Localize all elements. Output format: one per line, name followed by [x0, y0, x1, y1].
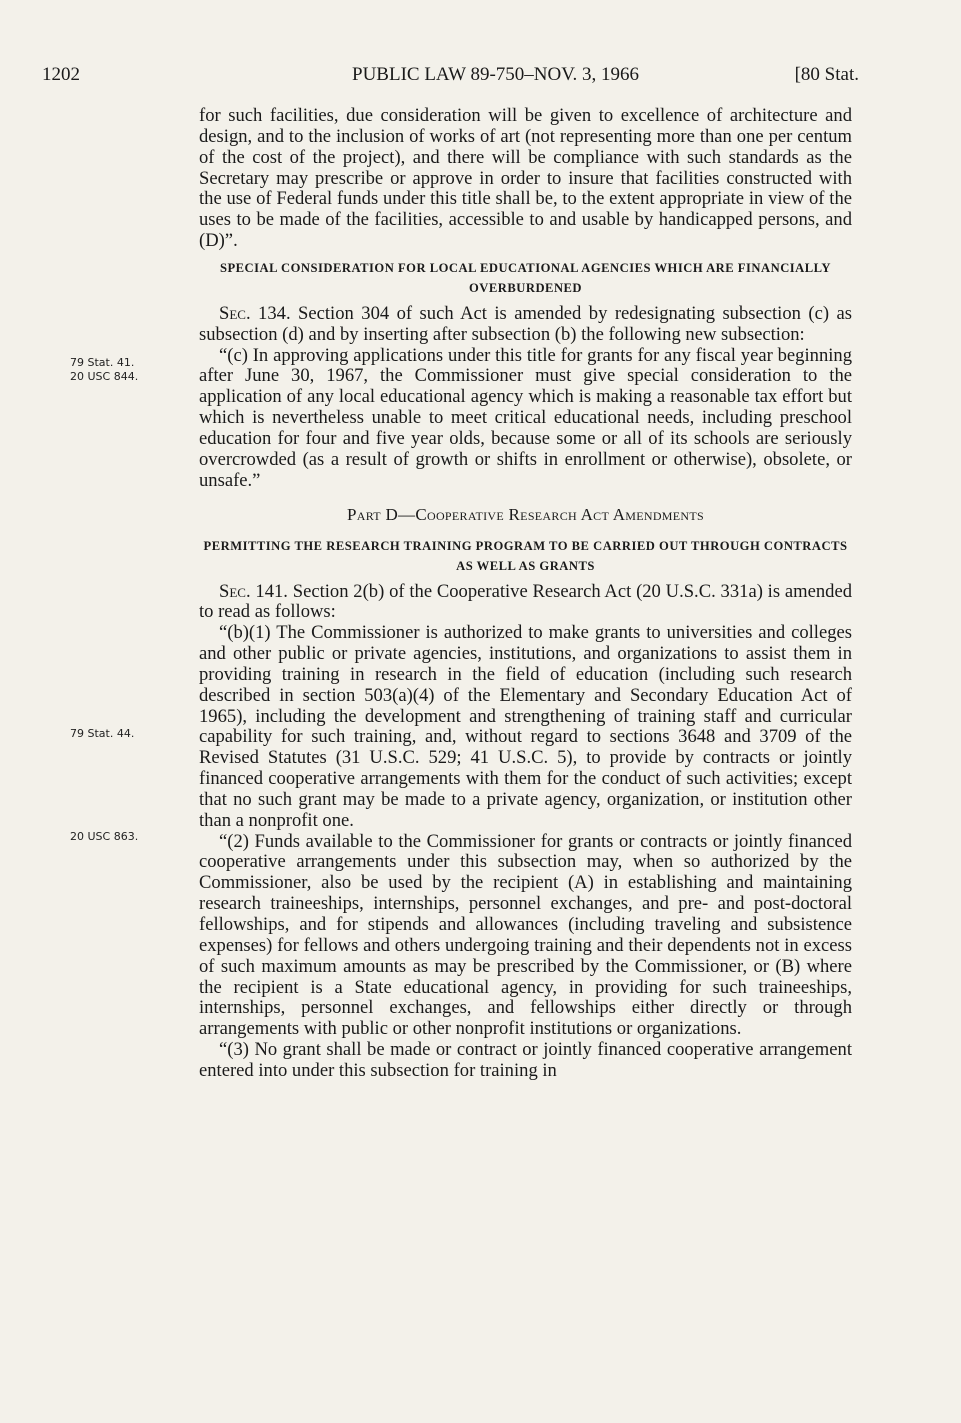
section-134: [199, 304, 852, 346]
margin-note-20-usc-863: 20 USC 863.: [70, 830, 139, 843]
statute-reference: [80 Stat.: [794, 64, 859, 85]
section-134-text: Section 304 of such Act is amended by redesignating subsection (c) as subsection (d) and by inserting after subsection (b) the following new subsection:: [199, 302, 852, 345]
section-134-label: Sec. 134.: [219, 302, 291, 324]
part-d-heading: Part D—Cooperative Research Act Amendments: [347, 504, 704, 524]
margin-note-79-stat-44: 79 Stat. 44.: [70, 727, 135, 740]
page-title: PUBLIC LAW 89-750–NOV. 3, 1966: [352, 64, 640, 85]
page-number: 1202: [42, 64, 80, 85]
section-141-text: Section 2(b) of the Cooperative Research Act (20 U.S.C. 331a) is amended to read as follows:: [199, 580, 852, 623]
heading-research-training: PERMITTING THE RESEARCH TRAINING PROGRAM TO BE CARRIED OUT THROUGH CONTRACTS AS WELL AS GRANTS: [203, 538, 848, 573]
section-141-label: Sec. 141.: [219, 580, 288, 602]
subsection-3: “(3) No grant shall be made or contract or jointly financed cooperative arrangement entered into under this subsection for training in: [199, 1039, 852, 1081]
body-text: [199, 106, 852, 1082]
margin-note-79-stat-41: 79 Stat. 41. 20 USC 844.: [70, 356, 139, 383]
page-header: [42, 64, 859, 88]
section-141: [199, 582, 852, 624]
paragraph-facilities: for such facilities, due consideration will be given to excellence of architecture and design, and to the inclusion of works of art (not representing more than one per centum of the cost of the project), and there will be compliance with such standards as the Secretary may prescribe or approve in order to insure that facilities constructed with the use of Federal funds under this title shall be, to the extent appropriate in view of the uses to be made of the facilities, accessible to and usable by handicapped persons, and (D)”.: [199, 105, 852, 252]
subsection-2: “(2) Funds available to the Commissioner for grants or contracts or jointly financed cooperative arrangements under this subsection may, when so authorized by the Commissioner, also be used by the recipient (A) in establishing and maintaining research traineeships, internships, personnel exchanges, and pre- and post-doctoral fellowships, and for stipends and allowances (including traveling and subsistence expenses) for fellows and others undergoing training and their dependents not in excess of such maximum amounts as may be prescribed by the Commissioner, or (B) where the recipient is a State educational agency, in providing for such traineeships, internships, personnel exchanges, and fellowships either directly or through arrangements with public or other nonprofit institutions or organizations.: [199, 830, 852, 1040]
subsection-c: “(c) In approving applications under this title for grants for any fiscal year beginning after June 30, 1967, the Commissioner must give special consideration to the application of any local educational agency which is making a reasonable tax effort but which is nevertheless unable to meet critical educational needs, including preschool education for four and five year olds, because some or all of its schools are seriously overcrowded (as a result of growth or shifts in enrollment or otherwise), obsolete, or unsafe.”: [199, 344, 852, 491]
subsection-b1: “(b)(1) The Commissioner is authorized to make grants to universities and colleges and other public or private agencies, institutions, and organizations to assist them in providing training in research in the field of education (including such research described in section 503(a)(4) of the Elementary and Secondary Education Act of 1965), including the development and strengthening of training staff and curricular capability for such training, and, without regard to sections 3648 and 3709 of the Revised Statutes (31 U.S.C. 529; 41 U.S.C. 5), to provide by contracts or jointly financed cooperative arrangements with them for the conduct of such activities; except that no such grant may be made to a private agency, organization, or institution other than a nonprofit one.: [199, 622, 852, 831]
heading-special-consideration: SPECIAL CONSIDERATION FOR LOCAL EDUCATIONAL AGENCIES WHICH ARE FINANCIALLY OVERBURDENED: [219, 260, 832, 295]
